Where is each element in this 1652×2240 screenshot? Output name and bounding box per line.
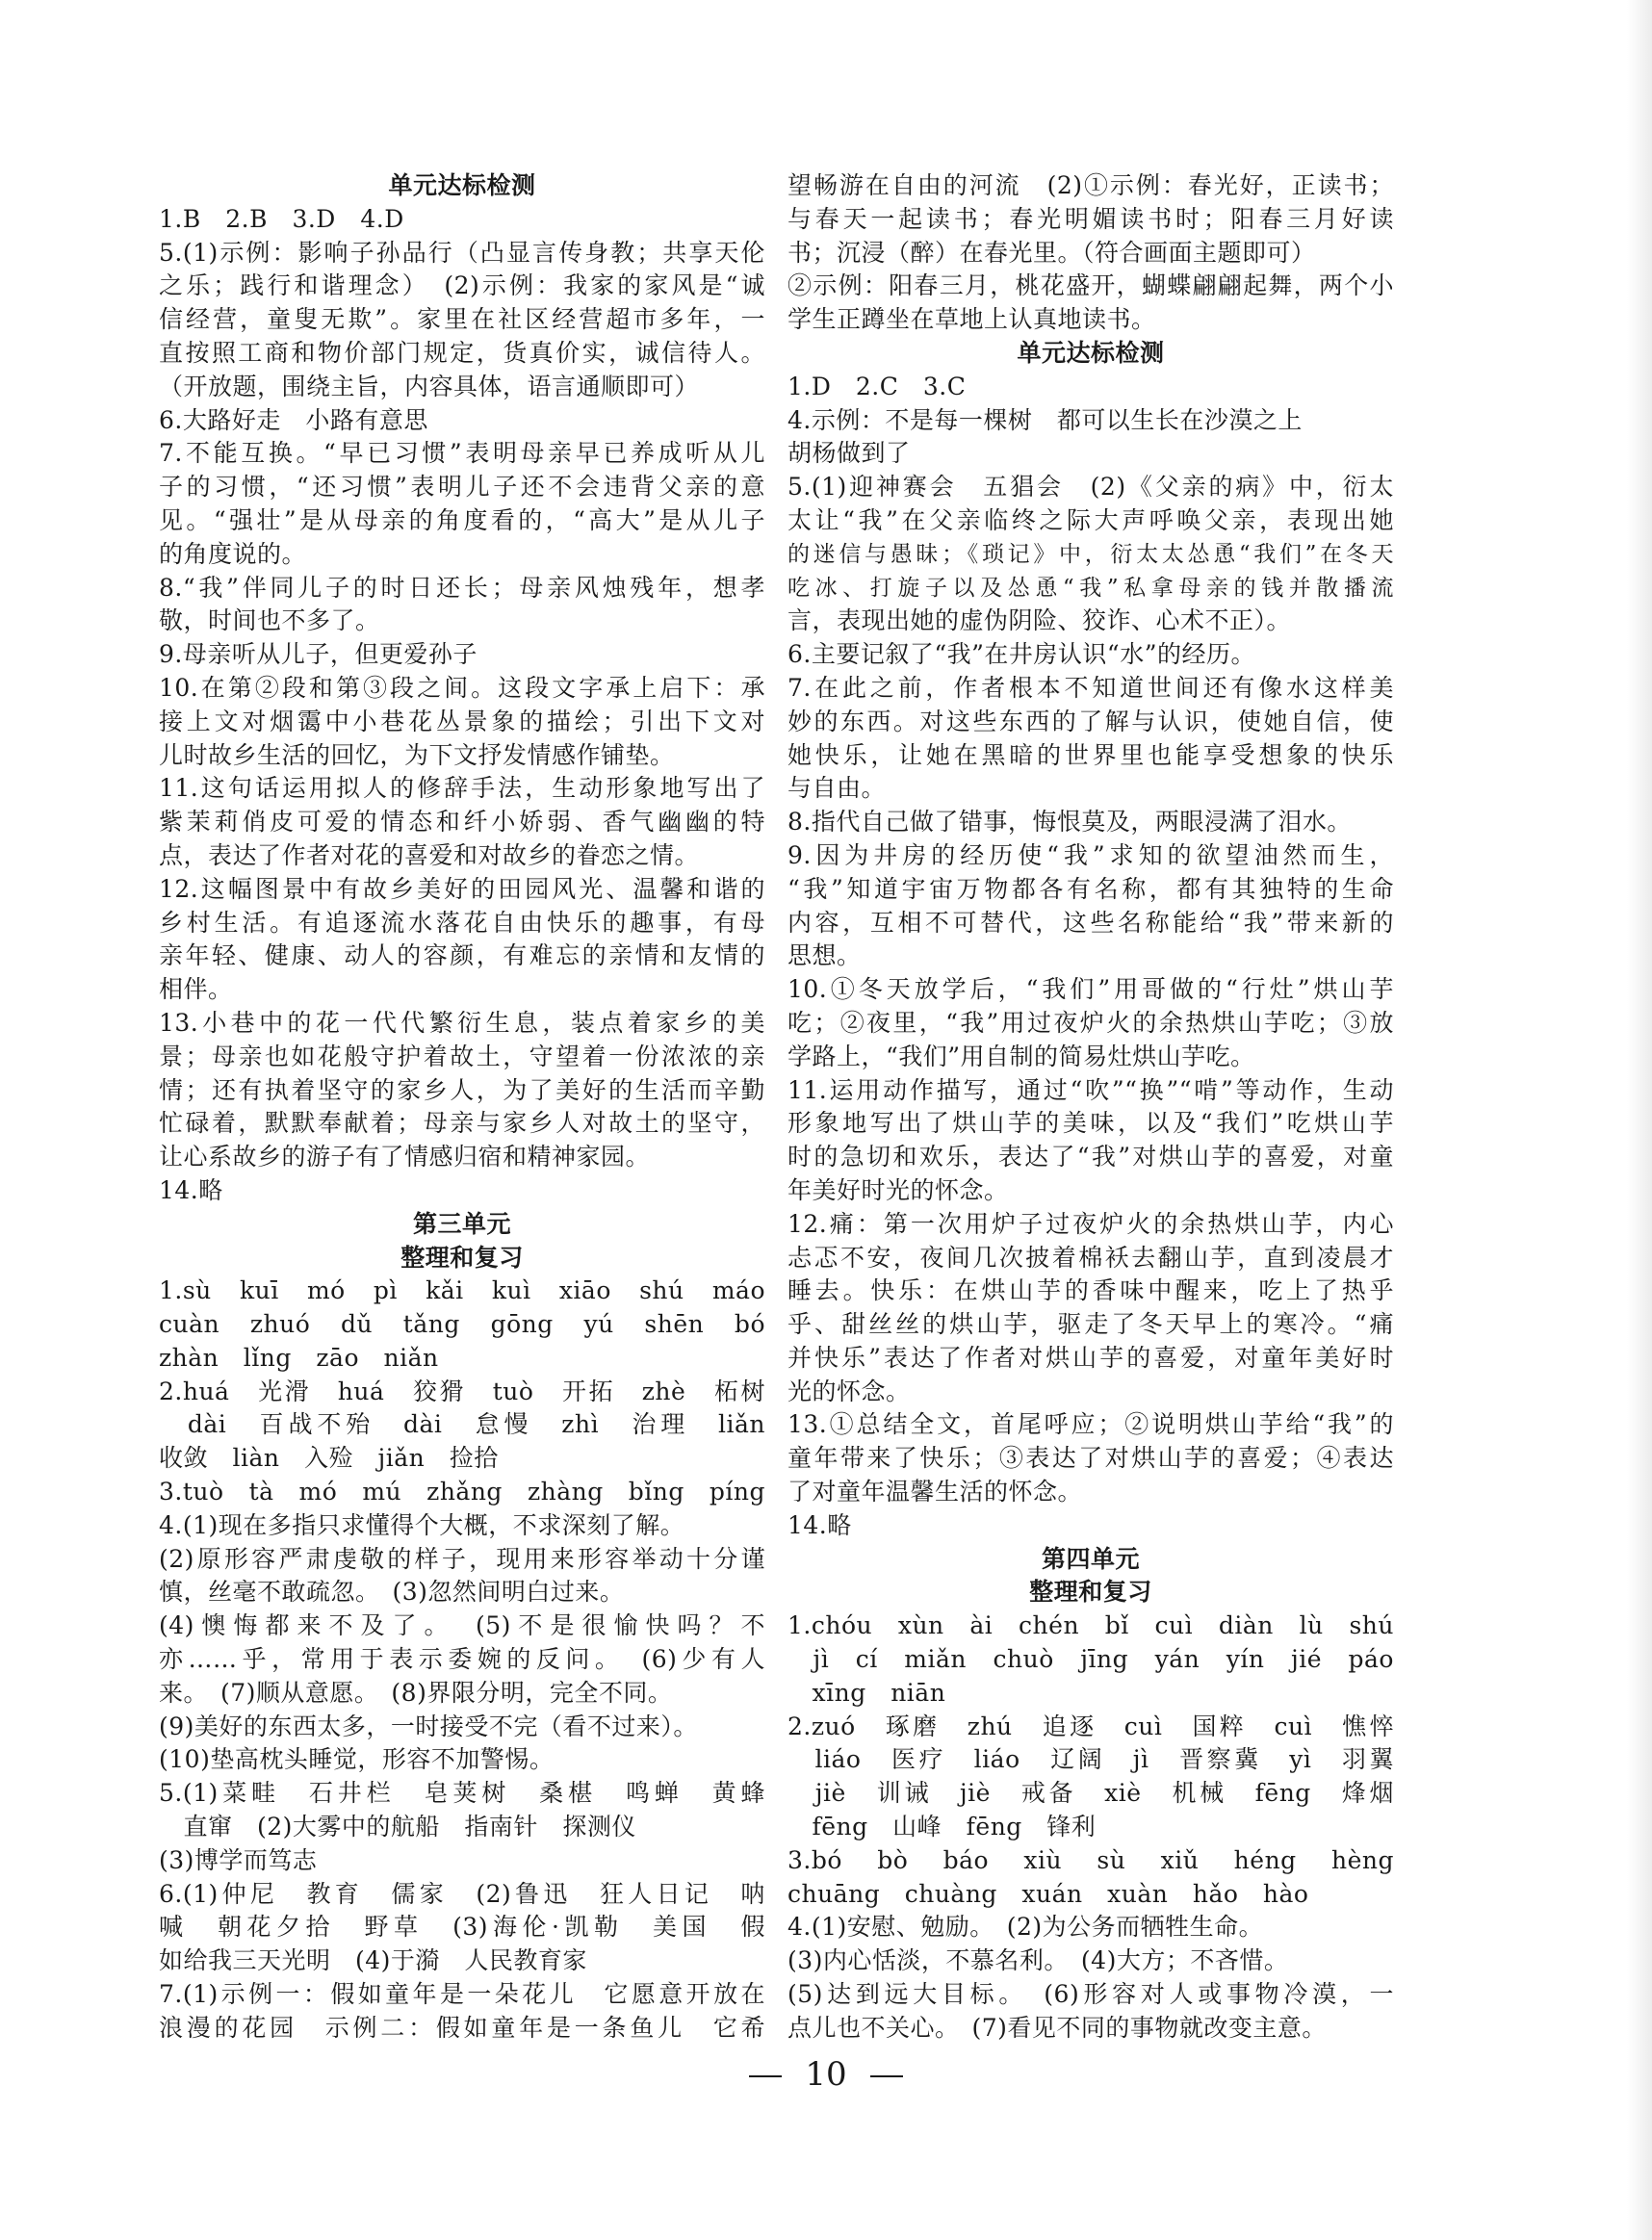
answer-line: 12.痛：第一次用炉子过夜炉火的余热烘山芋，内心 [787, 1209, 1394, 1238]
answer-line: 与自由。 [787, 774, 887, 803]
answer-line: (3)博学而笃志 [159, 1845, 318, 1874]
answer-line: 学路上，“我们”用自制的简易灶烘山芋吃。 [787, 1042, 1255, 1070]
answer-line: 忐忑不安，夜间几次披着棉袄去翻山芋，直到凌晨才 [787, 1243, 1394, 1272]
answer-line: 9.母亲听从儿子，但更爱孙子 [159, 640, 478, 669]
answer-line: 的迷信与愚昧；《琐记》中，衍太太怂恿“我们”在冬天 [787, 541, 1394, 567]
answer-line: 8.指代自己做了错事，悔恨莫及，两眼浸满了泪水。 [787, 808, 1352, 837]
answer-line: 思想。 [787, 941, 862, 970]
answer-line: 内容，互相不可替代，这些名称能给“我”带来新的 [787, 908, 1394, 937]
page-edge-shadow [1627, 0, 1652, 2240]
answer-line: 点，表达了作者对花的喜爱和对故乡的眷恋之情。 [159, 840, 700, 869]
answer-line: 太让“我”在父亲临终之际大声呼唤父亲，表现出她 [787, 505, 1394, 534]
answer-line: 14.略 [159, 1175, 223, 1204]
answer-line: 敬，时间也不多了。 [159, 606, 380, 635]
answer-line: (10)垫高枕头睡觉，形容不加警惕。 [159, 1745, 555, 1774]
answer-line: 2.huá 光滑 huá 狡猾 tuò 开拓 zhè 柘树 [159, 1377, 765, 1405]
answer-line: 信经营，童叟无欺”。家里在社区经营超市多年，一 [159, 305, 765, 334]
answer-line: (2)原形容严肃虔敬的样子，现用来形容举动十分谨 [159, 1544, 765, 1573]
answer-line: 7.不能互换。“早已习惯”表明母亲早已养成听从儿 [159, 439, 765, 468]
answer-line: 时的急切和欢乐，表达了“我”对烘山芋的喜爱，对童 [787, 1143, 1394, 1171]
answer-line: 5.(1)示例：影响子孙品行（凸显言传身教；共享天伦 [159, 238, 765, 267]
answer-line: 并快乐”表达了作者对烘山芋的喜爱，对童年美好时 [787, 1343, 1394, 1372]
section-heading: 第三单元 [412, 1209, 511, 1238]
answer-line: (5)达到远大目标。 (6)形容对人或事物冷漠，一 [787, 1980, 1394, 2009]
answer-line: jiè 训诫 jiè 戒备 xiè 机械 fēng 烽烟 [787, 1779, 1394, 1808]
answer-line: 睡去。快乐：在烘山芋的香味中醒来，吃上了热乎 [787, 1276, 1394, 1305]
answer-line: 4.(1)现在多指只求懂得个大概，不求深刻了解。 [159, 1510, 685, 1539]
answer-line: 紫茉莉俏皮可爱的情态和纤小娇弱、香气幽幽的特 [159, 808, 765, 837]
answer-line: 10.在第②段和第③段之间。这段文字承上启下：承 [159, 673, 765, 702]
answer-line: zhàn lǐng zāo niǎn [159, 1343, 439, 1372]
answer-line: 点儿也不关心。 (7)看见不同的事物就改变主意。 [787, 2013, 1327, 2042]
answer-line: 喊 朝花夕拾 野草 (3)海伦·凯勒 美国 假 [159, 1913, 765, 1942]
answer-line: 光的怀念。 [787, 1377, 911, 1405]
answer-line: 9.因为井房的经历使“我”求知的欲望油然而生， [787, 840, 1394, 869]
answer-line: 1.chóu xùn ài chén bǐ cuì diàn lù shú [787, 1611, 1394, 1640]
answer-line: 14.略 [787, 1510, 852, 1539]
answer-line: 了对童年温馨生活的怀念。 [787, 1478, 1083, 1506]
answer-line: fēng 山峰 fēng 锋利 [787, 1813, 1097, 1841]
right-column [787, 169, 1394, 2046]
answer-line: 情；还有执着坚守的家乡人，为了美好的生活而辛勤 [159, 1075, 765, 1104]
answer-line: 1.B 2.B 3.D 4.D [159, 204, 404, 233]
section-heading: 单元达标检测 [1017, 338, 1165, 367]
answer-line: 4.示例：不是每一棵树 都可以生长在沙漠之上 [787, 405, 1303, 434]
section-heading: 整理和复习 [1029, 1578, 1152, 1607]
answer-line: 相伴。 [159, 975, 233, 1004]
answer-line: 子的习惯，“还习惯”表明儿子还不会违背父亲的意 [159, 473, 765, 502]
answer-line: 1.D 2.C 3.C [787, 372, 967, 400]
answer-line: 3.tuò tà mó mú zhǎng zhàng bǐng píng [159, 1478, 765, 1506]
answer-line: 5.(1)迎神赛会 五猖会 (2)《父亲的病》中，衍太 [787, 473, 1394, 502]
answer-line: 之乐；践行和谐理念） (2)示例：我家的家风是“诚 [159, 271, 765, 300]
answer-line: 11.这句话运用拟人的修辞手法，生动形象地写出了 [159, 774, 765, 803]
answer-line: 12.这幅图景中有故乡美好的田园风光、温馨和谐的 [159, 874, 765, 903]
answer-line: 5.(1)菜畦 石井栏 皂荚树 桑椹 鸣蝉 黄蜂 [159, 1779, 765, 1808]
answer-line: 学生正蹲坐在草地上认真地读书。 [787, 305, 1156, 334]
page-footer [0, 2055, 1652, 2094]
footer-dash-left [749, 2075, 782, 2077]
answer-line: jì cí miǎn chuò jīng yán yín jié páo [787, 1645, 1394, 1674]
answer-line: 直窜 (2)大雾中的航船 指南针 探测仪 [159, 1813, 636, 1841]
answer-line: ②示例：阳春三月，桃花盛开，蝴蝶翩翩起舞，两个小 [787, 271, 1394, 300]
answer-line: 13.①总结全文，首尾呼应；②说明烘山芋给“我”的 [787, 1410, 1394, 1439]
answer-line: 吃冰、打旋子以及怂恿“我”私拿母亲的钱并散播流 [787, 575, 1394, 601]
answer-line: 形象地写出了烘山芋的美味，以及“我们”吃烘山芋 [787, 1109, 1394, 1138]
answer-line: 亲年轻、健康、动人的容颜，有难忘的亲情和友情的 [159, 941, 765, 970]
section-heading: 第四单元 [1041, 1544, 1140, 1573]
answer-line: 忙碌着，默默奉献着；母亲与家乡人对故土的坚守， [159, 1109, 765, 1138]
answer-line: cuàn zhuó dǔ tǎng gōng yú shēn bó [159, 1310, 765, 1339]
answer-line: dài 百战不殆 dài 怠慢 zhì 治理 liǎn [159, 1410, 765, 1439]
answer-line: 望畅游在自由的河流 (2)①示例：春光好，正读书； [787, 171, 1394, 199]
answer-line: 胡杨做到了 [787, 439, 911, 468]
left-column [159, 169, 765, 2046]
footer-dash-right [870, 2075, 903, 2077]
answer-line: 7.在此之前，作者根本不知道世间还有像水这样美 [787, 673, 1394, 702]
answer-line: 如给我三天光明 (4)于漪 人民教育家 [159, 1946, 587, 1975]
answer-line: 儿时故乡生活的回忆，为下文抒发情感作铺垫。 [159, 740, 675, 769]
section-heading: 整理和复习 [400, 1243, 524, 1272]
page-number: 10 [805, 2055, 847, 2094]
answer-line: 1.sù kuī mó pì kǎi kuì xiāo shú máo [159, 1276, 765, 1305]
answer-line: 直按照工商和物价部门规定，货真价实，诚信待人。 [159, 338, 765, 367]
answer-line: 童年带来了快乐；③表达了对烘山芋的喜爱；④表达 [787, 1444, 1394, 1473]
answer-line: 13.小巷中的花一代代繁衍生息，装点着家乡的美 [159, 1008, 765, 1037]
answer-line: 来。 (7)顺从意愿。 (8)界限分明，完全不同。 [159, 1678, 673, 1707]
answer-line: 3.bó bò báo xiù sù xiǔ héng hèng [787, 1845, 1394, 1874]
answer-line: 10.①冬天放学后，“我们”用哥做的“行灶”烘山芋 [787, 975, 1394, 1004]
answer-line: 11.运用动作描写，通过“吹”“换”“啃”等动作，生动 [787, 1075, 1394, 1104]
answer-line: 景；母亲也如花般守护着故土，守望着一份浓浓的亲 [159, 1042, 765, 1070]
answer-line: 6.主要记叙了“我”在井房认识“水”的经历。 [787, 640, 1255, 669]
answer-line: 8.“我”伴同儿子的时日还长；母亲风烛残年，想孝 [159, 573, 765, 602]
answer-line: chuāng chuàng xuán xuàn hǎo hào [787, 1879, 1309, 1908]
answer-line: 6.(1)仲尼 教育 儒家 (2)鲁迅 狂人日记 呐 [159, 1879, 765, 1908]
answer-line: 收敛 liàn 入殓 jiǎn 捡拾 [159, 1444, 499, 1473]
answer-line: 言，表现出她的虚伪阴险、狡诈、心术不正）。 [787, 606, 1292, 635]
answer-line: 让心系故乡的游子有了情感归宿和精神家园。 [159, 1143, 651, 1171]
answer-line: 书；沉浸（醉）在春光里。（符合画面主题即可） [787, 238, 1316, 267]
answer-line: xīng niān [787, 1678, 946, 1707]
answer-line: 慎，丝毫不敢疏忽。 (3)忽然间明白过来。 [159, 1578, 625, 1607]
answer-line: 她快乐，让她在黑暗的世界里也能享受想象的快乐 [787, 740, 1394, 769]
answer-line: 吃；②夜里，“我”用过夜炉火的余热烘山芋吃；③放 [787, 1008, 1394, 1037]
answer-line: 年美好时光的怀念。 [787, 1175, 1009, 1204]
answer-line: 浪漫的花园 示例二：假如童年是一条鱼儿 它希 [159, 2013, 765, 2042]
answer-line: 见。“强壮”是从母亲的角度看的，“高大”是从儿子 [159, 505, 765, 534]
answer-line: 的角度说的。 [159, 539, 307, 568]
answer-line: 6.大路好走 小路有意思 [159, 405, 428, 434]
answer-line: (4)懊悔都来不及了。 (5)不是很愉快吗？不 [159, 1611, 765, 1640]
answer-line: 与春天一起读书；春光明媚读书时；阳春三月好读 [787, 204, 1394, 233]
answer-line: 乎、甜丝丝的烘山芋，驱走了冬天早上的寒冷。“痛 [787, 1310, 1394, 1339]
answer-line: (3)内心恬淡，不慕名利。 (4)大方；不吝惜。 [787, 1946, 1289, 1975]
answer-line: 亦……乎，常用于表示委婉的反问。 (6)少有人 [159, 1645, 765, 1674]
answer-line: (9)美好的东西太多，一时接受不完（看不过来）。 [159, 1712, 698, 1740]
answer-line: “我”知道宇宙万物都各有名称，都有其独特的生命 [787, 874, 1394, 903]
answer-line: 妙的东西。对这些东西的了解与认识，使她自信，使 [787, 707, 1394, 735]
answer-line: 乡村生活。有追逐流水落花自由快乐的趣事，有母 [159, 908, 765, 937]
section-heading: 单元达标检测 [388, 171, 536, 199]
answer-line: liáo 医疗 liáo 辽阔 jì 晋察冀 yì 羽翼 [787, 1745, 1394, 1774]
answer-line: 4.(1)安慰、勉励。 (2)为公务而牺牲生命。 [787, 1913, 1264, 1942]
answer-line: 7.(1)示例一：假如童年是一朵花儿 它愿意开放在 [159, 1980, 765, 2009]
answer-line: 2.zuó 琢磨 zhú 追逐 cuì 国粹 cuì 憔悴 [787, 1712, 1394, 1740]
answer-line: 接上文对烟霭中小巷花丛景象的描绘；引出下文对 [159, 707, 765, 735]
answer-line: （开放题，围绕主旨，内容具体，语言通顺即可） [159, 372, 700, 400]
